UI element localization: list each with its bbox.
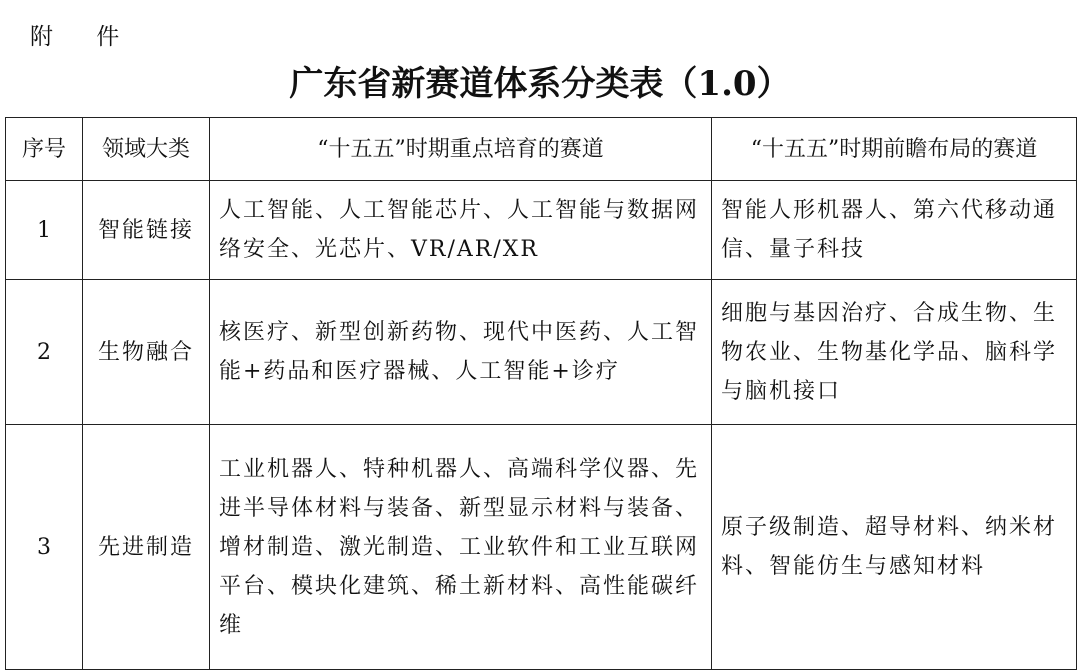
row-future-tracks: 原子级制造、超导材料、纳米材料、智能仿生与感知材料	[712, 425, 1077, 670]
track-classification-table	[5, 117, 1077, 670]
row-key-tracks: 核医疗、新型创新药物、现代中医药、人工智能+药品和医疗器械、人工智能+诊疗	[210, 280, 712, 425]
table-row	[6, 280, 1077, 425]
row-key-tracks: 人工智能、人工智能芯片、人工智能与数据网络安全、光芯片、VR/AR/XR	[210, 181, 712, 280]
row-index: 3	[6, 425, 83, 670]
table-row	[6, 181, 1077, 280]
header-future-tracks: “十五五”时期前瞻布局的赛道	[712, 118, 1077, 181]
row-domain: 先进制造	[83, 425, 210, 670]
table-row	[6, 425, 1077, 670]
attachment-label: 附 件	[30, 24, 138, 50]
row-index: 2	[6, 280, 83, 425]
document-title: 广东省新赛道体系分类表（1.0）	[289, 64, 791, 104]
row-index: 1	[6, 181, 83, 280]
row-key-tracks: 工业机器人、特种机器人、高端科学仪器、先进半导体材料与装备、新型显示材料与装备、增材制造、激光制造、工业软件和工业互联网平台、模块化建筑、稀土新材料、高性能碳纤维	[210, 425, 712, 670]
header-index: 序号	[6, 118, 83, 181]
header-key-tracks: “十五五”时期重点培育的赛道	[210, 118, 712, 181]
header-domain: 领域大类	[83, 118, 210, 181]
row-future-tracks: 智能人形机器人、第六代移动通信、量子科技	[712, 181, 1077, 280]
row-domain: 生物融合	[83, 280, 210, 425]
row-future-tracks: 细胞与基因治疗、合成生物、生物农业、生物基化学品、脑科学与脑机接口	[712, 280, 1077, 425]
table-header-row	[6, 118, 1077, 181]
row-domain: 智能链接	[83, 181, 210, 280]
